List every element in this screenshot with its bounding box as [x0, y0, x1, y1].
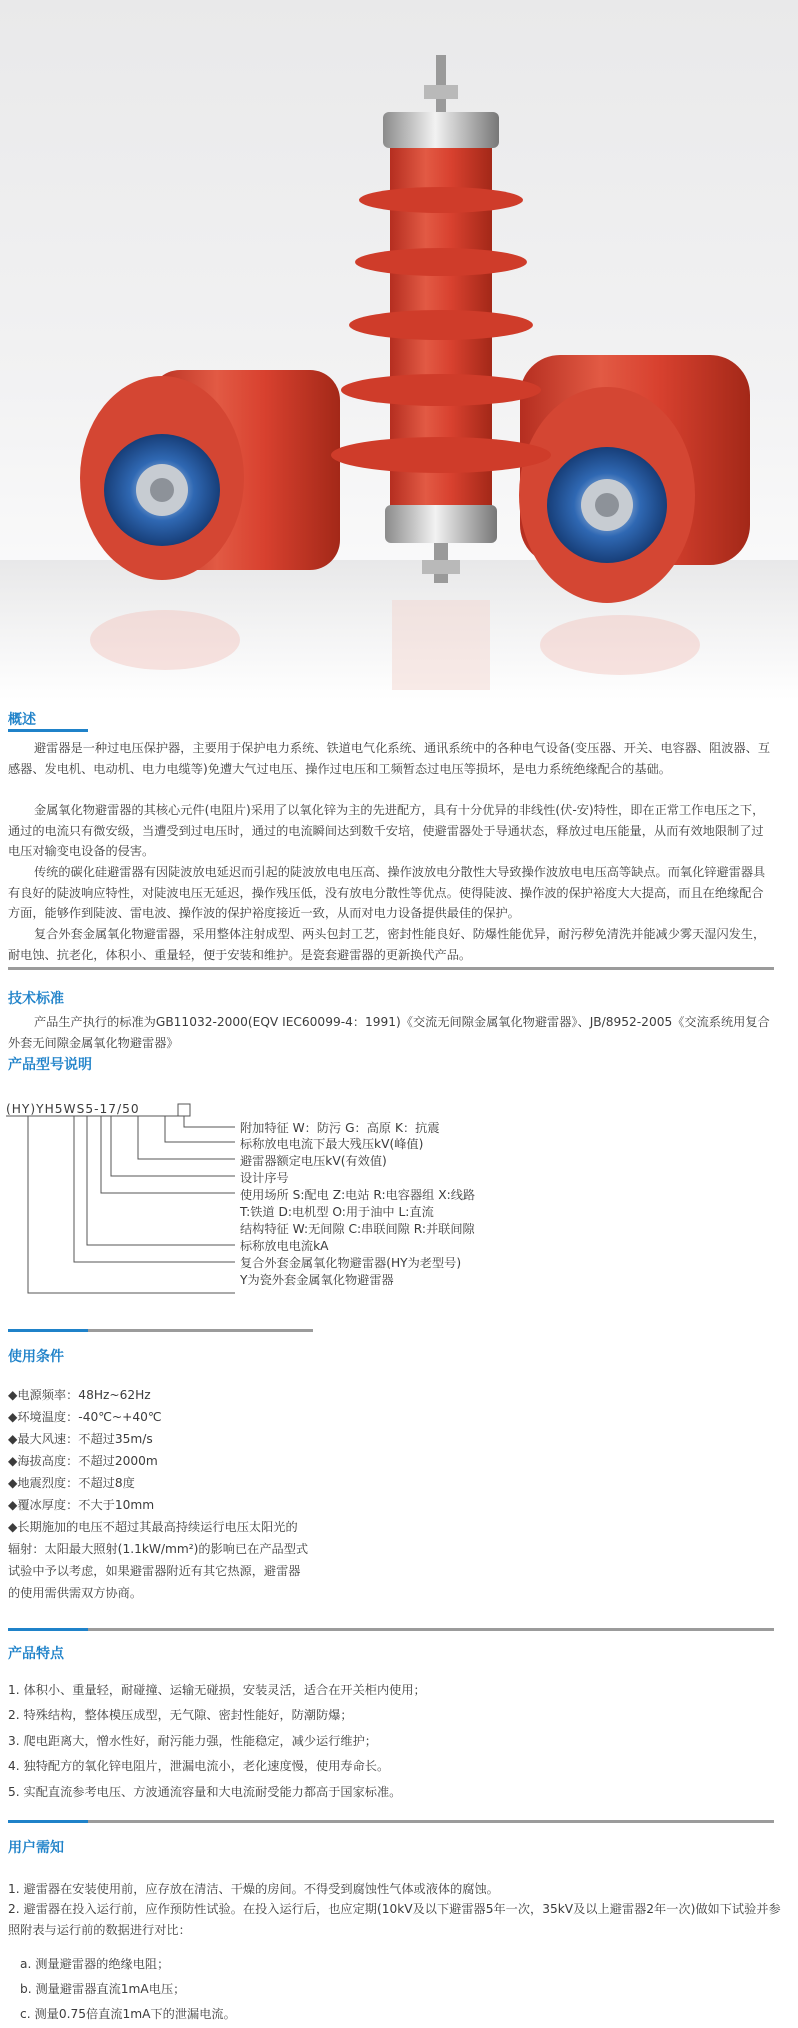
condition-tail-3: 的使用需供需双方协商。: [8, 1586, 143, 1600]
overview-paragraph-2: 金属氧化物避雷器的其核心元件(电阻片)采用了以氧化锌为主的先进配方，具有十分优异的非线性(伏-安)特性，即在正常工作电压之下，通过的电流只有微安级，当遭受到过电压时，通过的电流瞬间达到数千安培，使避雷器处于导通状态，释放过电压能量，从而有效地限制了过电压对输变电设备的侵害。: [8, 803, 765, 858]
code-50: 50: [122, 1102, 140, 1116]
condition-wind: ◆最大风速：不超过35m/s: [8, 1432, 153, 1446]
condition-temperature: ◆环境温度：-40℃~+40℃: [8, 1410, 162, 1424]
condition-tail-2: 试验中予以考虑，如果避雷器附近有其它热源，避雷器: [8, 1564, 301, 1578]
features-rule-gray: [88, 1820, 774, 1823]
code-dash: -: [94, 1102, 100, 1116]
feature-item-1: 1. 体积小、重量轻，耐碰撞、运输无碰损，安装灵活，适合在开关柜内使用；: [8, 1683, 426, 1697]
code-design: 5: [85, 1102, 95, 1116]
standard-title: 技术标准: [8, 991, 64, 1007]
condition-ice: ◆覆冰厚度：不大于10mm: [8, 1498, 155, 1512]
feature-item-5: 5. 实配直流参考电压、方波通流容量和大电流耐受能力都高于国家标准。: [8, 1785, 402, 1799]
code-h: H: [44, 1102, 55, 1116]
model-label-10: Y为瓷外套金属氧化物避雷器: [240, 1273, 394, 1287]
conditions-rule-accent: [8, 1628, 88, 1631]
overview-paragraph-3: 传统的碳化硅避雷器有因陡波放电延迟而引起的陡波放电电压高、操作波放电分散性大导致操作波放电电压高等缺点。而氧化锌避雷器具有良好的陡波响应特性，对陡波电压无延迟，操作残压低，没有放电分散性等优点。使得陡波、操作波的保护裕度大大提高，而且在绝缘配合方面，能够作到陡波、雷电波、操作波的保护裕度接近一致，从而对电力设备提供最佳的保护。: [8, 865, 766, 920]
code-w: W: [63, 1102, 77, 1116]
model-label-5: 使用场所 S:配电 Z:电站 R:电容器组 X:线路: [240, 1188, 476, 1202]
feature-item-3: 3. 爬电距离大，憎水性好，耐污能力强，性能稳定，减少运行维护；: [8, 1734, 377, 1748]
model-rule-gray: [88, 1329, 313, 1332]
conditions-rule-gray: [88, 1628, 774, 1631]
model-title: 产品型号说明: [8, 1057, 92, 1073]
condition-voltage: ◆长期施加的电压不超过其最高持续运行电压太阳光的: [8, 1520, 298, 1534]
model-rule-accent: [8, 1329, 88, 1332]
model-label-8: 标称放电电流kA: [240, 1239, 329, 1253]
standard-text: 产品生产执行的标准为GB11032-2000(EQV IEC60099-4：1991)《交流无间隙金属氧化物避雷器》、JB/8952-2005《交流系统用复合外套无间隙金属氧化物避雷器》: [8, 1015, 770, 1050]
conditions-title: 使用条件: [8, 1349, 64, 1365]
model-diagram: [0, 1095, 798, 1315]
model-code: [6, 1102, 140, 1116]
feature-item-2: 2. 特殊结构，整体模压成型，无气隙、密封性能好，防潮防爆；: [8, 1708, 353, 1722]
overview-title: 概述: [8, 712, 36, 728]
notice-item-2: 2. 避雷器在投入运行前，应作预防性试验。在投入运行后，也应定期(10kV及以下避雷器5年一次，35kV及以上避雷器2年一次)做如下试验并参照附表与运行前的数据进行对比：: [8, 1902, 781, 1937]
product-photo: [0, 0, 798, 700]
notice-item-b: b. 测量避雷器直流1mA电压；: [20, 1982, 186, 1996]
overview-divider: [8, 967, 774, 970]
code-y: Y: [36, 1102, 45, 1116]
arrester-illustration: [0, 0, 798, 700]
model-label-1: 附加特征 W：防污 G：高原 K：抗震: [240, 1121, 440, 1135]
condition-tail-1: 辐射：太阳最大照射(1.1kW/mm²)的影响已在产品型式: [8, 1542, 309, 1556]
model-label-9: 复合外套金属氧化物避雷器(HY为老型号): [240, 1256, 462, 1270]
notice-item-c: c. 测量0.75倍直流1mA下的泄漏电流。: [20, 2007, 236, 2021]
code-5: 5: [54, 1102, 64, 1116]
code-slash: /: [117, 1102, 123, 1116]
notice-item-a: a. 测量避雷器的绝缘电阻；: [20, 1957, 170, 1971]
notice-title: 用户需知: [8, 1840, 64, 1856]
condition-altitude: ◆海拔高度：不超过2000m: [8, 1454, 158, 1468]
feature-item-4: 4. 独特配方的氧化锌电阻片，泄漏电流小，老化速度慢，使用寿命长。: [8, 1759, 390, 1773]
features-rule-accent: [8, 1820, 88, 1823]
model-label-6: T:铁道 D:电机型 O:用于油中 L:直流: [240, 1205, 434, 1219]
code-s: S: [76, 1102, 86, 1116]
code-17: 17: [99, 1102, 118, 1116]
condition-frequency: ◆电源频率：48Hz~62Hz: [8, 1388, 151, 1402]
model-label-2: 标称放电电流下最大残压kV(峰值): [240, 1137, 424, 1151]
features-title: 产品特点: [8, 1646, 64, 1662]
code-hy: (HY): [6, 1102, 37, 1116]
model-label-7: 结构特征 W:无间隙 C:串联间隙 R:并联间隙: [240, 1222, 475, 1236]
model-label-4: 设计序号: [240, 1171, 289, 1185]
overview-paragraph-1: 避雷器是一种过电压保护器，主要用于保护电力系统、铁道电气化系统、通讯系统中的各种电气设备(变压器、开关、电容器、阻波器、互感器、发电机、电动机、电力电缆等)免遭大气过电压、操作过电压和工频暂态过电压等损坏，是电力系统绝缘配合的基础。: [8, 741, 771, 776]
model-label-3: 避雷器额定电压kV(有效值): [240, 1154, 387, 1168]
overview-paragraph-4: 复合外套金属氧化物避雷器，采用整体注射成型、两头包封工艺，密封性能良好、防爆性能优异，耐污秽免清洗并能减少雾天湿闪发生，耐电蚀、抗老化，体积小、重量轻，便于安装和维护。是瓷套避雷器的更新换代产品。: [8, 927, 766, 962]
notice-item-1: 1. 避雷器在安装使用前，应存放在清洁、干燥的房间。不得受到腐蚀性气体或液体的腐蚀。: [8, 1882, 499, 1896]
overview-rule: [8, 729, 88, 732]
condition-earthquake: ◆地震烈度：不超过8度: [8, 1476, 135, 1490]
